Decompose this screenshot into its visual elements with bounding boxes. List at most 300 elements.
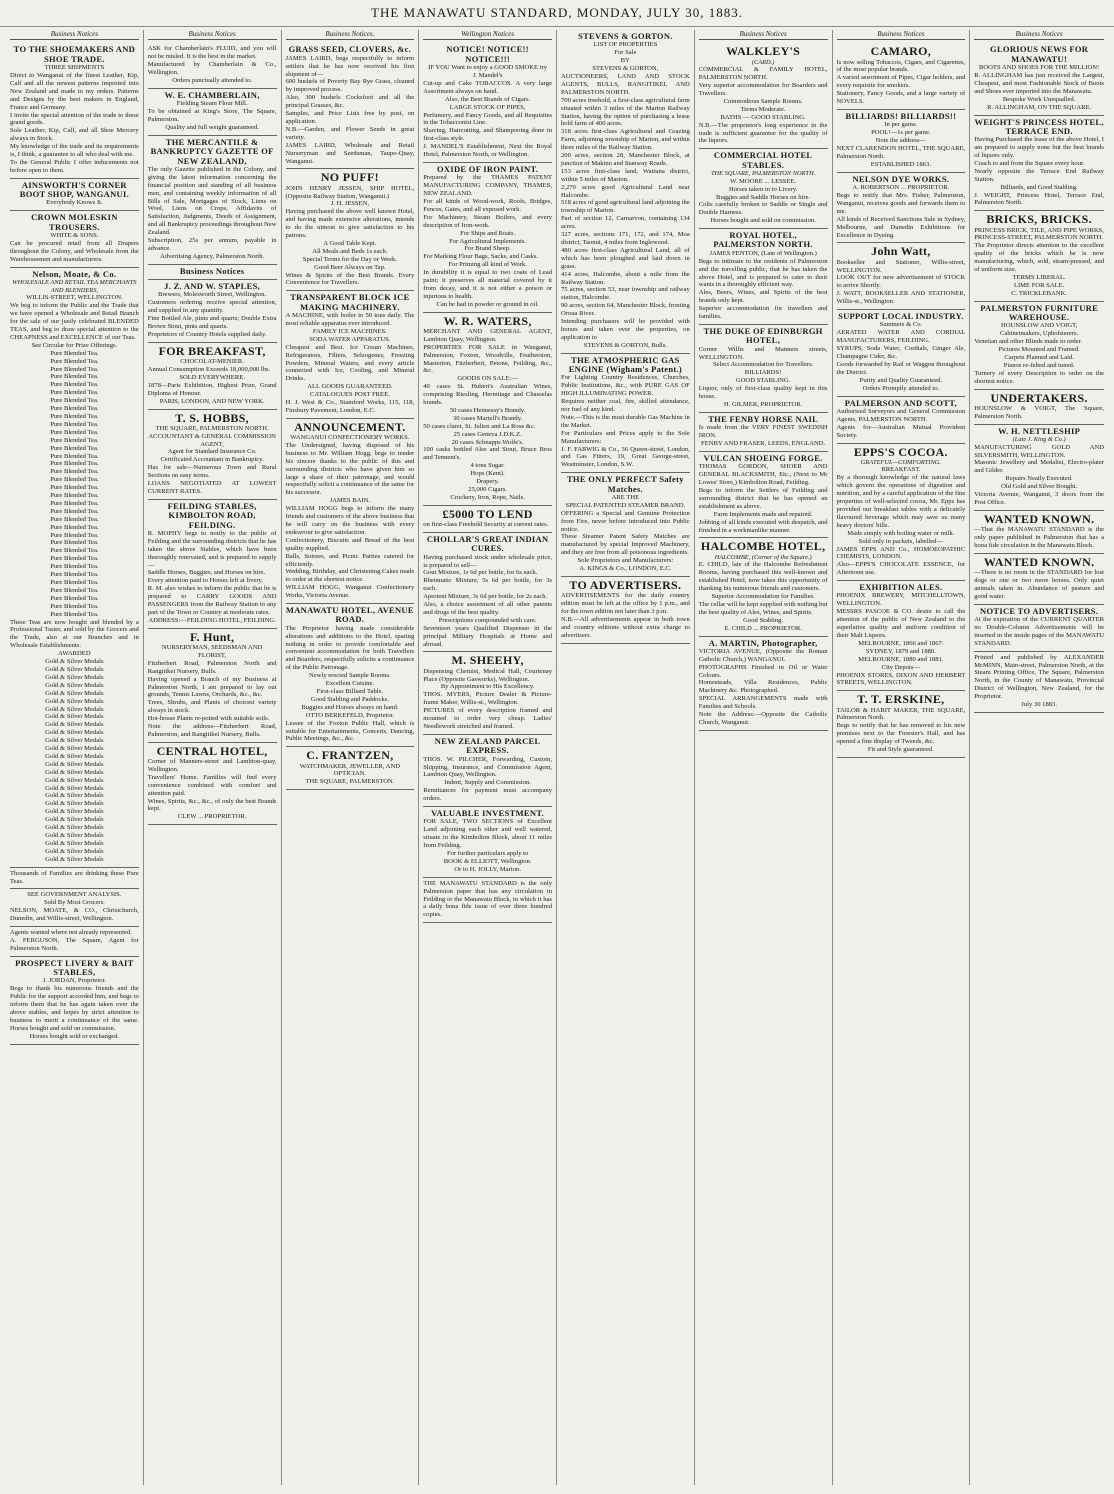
ad-text: Superior Accommodation for Families. bbox=[711, 592, 815, 600]
ad-heading: WANTED KNOWN. bbox=[983, 554, 1095, 569]
ad-text: STEVENS & GORTON, Bulls. bbox=[583, 341, 667, 349]
ad-text: SOLD EVERYWHERE. bbox=[179, 373, 245, 381]
ad-text: Gold & Silver Medals bbox=[45, 689, 104, 697]
ad-text: 414 acres, Halcombe, about a mile from the Railway Station. bbox=[561, 270, 690, 286]
ad-text: JOHN HENRY JESSEN, SHIP HOTEL, (Opposite Railway Station, Wanganui.) bbox=[285, 184, 415, 200]
ad-text: BILLIARDS! bbox=[744, 369, 782, 377]
ad-text: Venetian and other Blinds made to order. bbox=[974, 338, 1083, 346]
ad-heading: MANAWATU HOTEL, AVENUE ROAD. bbox=[285, 605, 414, 625]
ad-text: Newly erected Sample Rooms. bbox=[309, 672, 391, 680]
advertisement bbox=[699, 229, 828, 325]
ad-text: Buggies and Horses always on hand. bbox=[301, 703, 399, 711]
advertisement bbox=[10, 43, 139, 178]
advertisement bbox=[10, 957, 139, 1045]
ad-text: For Sale bbox=[614, 49, 637, 57]
ad-text: Requires neither coal, fire, skilled attendance, nor fuel of any kind. bbox=[561, 398, 690, 413]
ad-text: Fitzherbert Road, Palmerston North and Rangitikei Nursery, Bulls. bbox=[147, 659, 277, 675]
ad-text: Pure Blended Tea. bbox=[50, 499, 99, 507]
ad-text: For Marking Flour Bags, Sacks, and Casks. bbox=[423, 253, 539, 261]
ad-text: Begs to intimate to the residents of Palmerston and the travelling public, that he has taken the above Hotel, and is prepared to cater to their wants in a thoroughly efficient way. bbox=[698, 257, 828, 289]
column-7 bbox=[833, 30, 971, 1485]
ad-text: Agent for Standard Insurance Co. bbox=[167, 448, 257, 456]
ad-text: Drapery. bbox=[476, 478, 500, 486]
ad-text: Gold & Silver Medals bbox=[45, 658, 104, 666]
ad-text: J. Mandel's bbox=[472, 71, 503, 79]
ad-text: For Brand Sheep. bbox=[464, 245, 511, 253]
ad-text: N.B.—All advertisements appear in both town and country editions without extra charge to advertisers. bbox=[561, 615, 690, 639]
ad-text: Gold & Silver Medals bbox=[45, 752, 104, 760]
ad-text: J. WEIGHT, Princess Hotel, Terrace End, Palmerston North. bbox=[974, 191, 1104, 207]
advertisement bbox=[974, 302, 1104, 390]
ad-text: Corner of Manners-street and Lambton-quay, Wellington. bbox=[147, 758, 277, 773]
ad-text: Coach to and from the Square every hour. bbox=[974, 159, 1085, 167]
ad-text: My knowledge of the trade and its requirements is, I think, a guarantee to all who deal with me. bbox=[10, 143, 139, 159]
ad-text: Pure Blended Tea. bbox=[50, 412, 99, 420]
masthead: THE MANAWATU STANDARD, MONDAY, JULY 30, 1883. bbox=[0, 0, 1114, 27]
advertisement bbox=[423, 506, 552, 533]
ad-text: For Priming all kind of Work. bbox=[448, 261, 527, 269]
ad-text: BATHS — GOOD STABLING. bbox=[720, 113, 806, 121]
ad-text: Gold & Silver Medals bbox=[45, 713, 104, 721]
ad-text: Note.—This is the most durable Gas Machine in the Market. bbox=[561, 413, 690, 429]
ad-text: Bespoke Work Unequalled. bbox=[1002, 95, 1076, 103]
ad-heading: £5000 TO LEND bbox=[442, 506, 533, 521]
ad-heading: J. Z. AND W. STAPLES, bbox=[164, 281, 261, 292]
ad-text: Customers ordering receive special attention, and supplied in any quantity. bbox=[147, 299, 277, 315]
ad-text: Also—EPPS'S CHOCOLATE ESSENCE, for Afternoon use. bbox=[836, 561, 966, 577]
ad-text: Thousands of Families are drinking these Pure Teas. bbox=[10, 869, 139, 885]
column-header: Business Notices bbox=[699, 30, 828, 40]
ad-text: JAMES BAIN. bbox=[329, 497, 371, 505]
ad-text: Having purchased stock under wholesale price, is prepared to sell— bbox=[423, 553, 552, 569]
ad-text: 318 acres first-class Agricultural and Grazing Farm, adjoining township of Marton, and within three miles of the Railway Station. bbox=[561, 128, 690, 152]
ad-text: For Lighting Country Residences, Churches, Public Institutions, &c., with PURE GAS OF HIGH ILLUMINATING POWER. bbox=[561, 374, 690, 398]
ad-text: Pure Blended Tea. bbox=[50, 373, 99, 381]
ad-text: Good Stabling. bbox=[743, 616, 784, 624]
ad-text: Old Gold and Silver Bought. bbox=[1001, 483, 1078, 491]
ad-text: Agents wanted where not already represented. bbox=[10, 929, 132, 937]
ad-text: Shaving, Haircutting, and Shampooing done in first-class style. bbox=[423, 127, 552, 143]
ad-text: Gold & Silver Medals bbox=[45, 847, 104, 855]
ad-text: To be obtained at King's Store, The Square, Palmerston. bbox=[147, 108, 277, 124]
ad-text: H. J. West & Co., Stamford Works, 115, 118, Finsbury Pavement, London, E.C. bbox=[285, 399, 415, 414]
ad-text: Every attention paid to Horses left at livery. bbox=[147, 577, 264, 585]
ad-text: 153 acres first-class land, Waituna district, within 5 miles of Marton. bbox=[561, 167, 690, 183]
column-header: Business Notices bbox=[974, 30, 1104, 40]
ad-text: Gold & Silver Medals bbox=[45, 760, 104, 768]
advertisement bbox=[837, 110, 966, 173]
advertisement bbox=[699, 413, 828, 452]
ad-text: Pure Blended Tea. bbox=[50, 444, 99, 452]
advertisement bbox=[423, 652, 552, 734]
ad-text: Sole Proprietors and Manufacturers: bbox=[577, 557, 674, 565]
ad-text: I invite the special attention of the trade to these grand goods. bbox=[10, 111, 139, 127]
ad-heading: THE MERCANTILE & BANKRUPTCY GAZETTE OF NEW ZEALAND, bbox=[150, 136, 274, 166]
ad-heading: HALCOMBE HOTEL, bbox=[700, 539, 826, 554]
columns-container bbox=[6, 30, 1108, 1485]
advertisement bbox=[699, 325, 828, 413]
ad-text: LOANS NEGOTIATED AT LOWEST CURRENT RATES. bbox=[147, 480, 277, 495]
ad-text: Perfumery, and Fancy Goods, and all Requisites in the Tobacconist Line. bbox=[423, 111, 552, 127]
ad-text: Turnery of every Description to order on the shortest notice. bbox=[974, 369, 1104, 385]
column-header: Business Notices bbox=[148, 30, 277, 40]
advertisement bbox=[148, 43, 277, 89]
ad-text: ALL GOODS GUARANTEED. bbox=[307, 383, 393, 391]
ad-text: Quality and full weight guaranteed. bbox=[165, 123, 259, 131]
ad-heading: ANNOUNCEMENT. bbox=[294, 419, 406, 434]
ad-text: A MACHINE, with boiler to 50 tons daily. The most reliable apparatus ever introduced. bbox=[285, 312, 415, 327]
ad-heading: John Watt, bbox=[871, 244, 931, 259]
ad-text: THE SQUARE, PALMERSTON NORTH. bbox=[155, 424, 269, 432]
ad-text: FENBY AND FRASER, LEEDS, ENGLAND. bbox=[701, 440, 826, 448]
ad-text: Pure Blended Tea. bbox=[50, 547, 99, 555]
ad-text: Also, a choice assortment of all other patents and drugs of the best quality. bbox=[423, 601, 552, 616]
ad-text: Dispensing Chemist, Medical Hall, Courtenay Place (Opposite Gasworks), Wellington. bbox=[423, 667, 552, 683]
ad-text: Pure Blended Tea. bbox=[50, 531, 99, 539]
ad-heading: PROSPECT LIVERY & BAIT STABLES, bbox=[15, 957, 134, 978]
ad-heading: COMMERCIAL HOTEL STABLES. bbox=[713, 150, 813, 170]
ad-text: Billiards, and Good Stabling. bbox=[1000, 183, 1078, 191]
ad-heading: VALUABLE INVESTMENT. bbox=[431, 808, 545, 819]
ad-text: Gold & Silver Medals bbox=[45, 808, 104, 816]
ad-text: PARIS, LONDON, AND NEW YORK. bbox=[159, 397, 265, 405]
ad-text: A. ROBERTSON ... PROPRIETOR. bbox=[852, 184, 950, 192]
ad-text: WATCHMAKER, JEWELLER, AND OPTICIAN. bbox=[299, 762, 401, 778]
ad-heading: AINSWORTH'S CORNER BOOT SHOP, WANGANUI. bbox=[19, 179, 130, 200]
advertisement bbox=[837, 243, 966, 310]
ad-text: Excellent Cuisine. bbox=[325, 680, 375, 688]
ad-text: Part of section 12, Carnarvon, containing 134 acres. bbox=[561, 215, 690, 231]
ad-text: First-class Billiard Table. bbox=[316, 688, 384, 696]
ad-text: The Proprietor directs attention to the excellent quality of the bricks which he is now manufacturing, which, sold, steam-pressed, and of uniform size. bbox=[974, 242, 1104, 274]
ad-text: Lessee of the Foxton Public Hall, which is suitable for Entertainments, Concerts, Dancing, Public Meetings, &c., &c. bbox=[285, 719, 415, 743]
ad-text: CLEW ... PROPRIETOR. bbox=[177, 813, 247, 821]
ad-text: Sold By Most Grocers. bbox=[43, 899, 105, 907]
ad-text: For all kinds of Wood-work, Roofs, Bridges, Fences, Gates, and all exposed work. bbox=[423, 198, 552, 213]
ad-heading: TRANSPARENT BLOCK ICE MAKING MACHINERY. bbox=[290, 292, 410, 312]
advertisement bbox=[837, 173, 966, 244]
advertisement bbox=[286, 747, 415, 790]
ad-text: July 30 1883. bbox=[1021, 701, 1057, 709]
ad-text: SPECIAL PATENTED STEAMER BRAND. bbox=[565, 501, 686, 509]
advertisement bbox=[974, 425, 1104, 511]
ad-text: Gold & Silver Medals bbox=[45, 737, 104, 745]
ad-text: Commodious Sample Rooms. bbox=[723, 97, 803, 105]
ad-text: The cellar will be kept supplied with nothing but the best quality of Ales, Wines, and Spirits. bbox=[698, 600, 828, 616]
advertisement bbox=[10, 927, 139, 957]
advertisement bbox=[837, 444, 966, 582]
ad-text: HOUNSLOW & VOIGT, The Square, Palmerston North. bbox=[974, 404, 1104, 420]
ad-text: Special Terms for the Day or Week. bbox=[302, 255, 397, 263]
ad-text: For Particulars and Prices apply to the Sole Manufacturers: bbox=[561, 429, 690, 445]
ad-text: Superior accommodation for travellers and families. bbox=[698, 305, 828, 321]
ad-text: Nearly opposite the Terrace End Railway Station. bbox=[974, 167, 1104, 183]
ad-text: OFFERING a Special and Genuine Protection from Fire, never before introduced into Public notice. bbox=[561, 509, 690, 533]
ad-text: By Appointment to His Excellency. bbox=[440, 683, 535, 691]
ad-heading: M. SHEEHY, bbox=[451, 653, 524, 668]
ad-text: 75 acres, section 53, near township and railway station, Halcombe. bbox=[561, 286, 690, 302]
ad-text: 1878—Paris Exhibition, Highest Prize, Grand Diploma of Honour. bbox=[147, 381, 277, 397]
advertisement bbox=[286, 419, 415, 604]
ad-subheading: HALCOMBE, (Corner of the Square.) bbox=[714, 553, 812, 561]
advertisement bbox=[286, 169, 415, 291]
ad-text: Proprietors of Country Hotels supplied daily. bbox=[147, 331, 267, 339]
ad-text: Pure Blended Tea. bbox=[50, 349, 99, 357]
ad-subheading: (Late J. King & Co.) bbox=[1012, 435, 1066, 443]
ad-text: PICTURES of every description framed and mounted to order very cheap. Ladies' Needlework stretched and framed. bbox=[423, 707, 552, 731]
ad-text: Also, 300 bushels Cocksfoot and all the principal Grasses, &c. bbox=[285, 94, 415, 110]
advertisement bbox=[837, 310, 966, 397]
ad-text: Gold & Silver Medals bbox=[45, 673, 104, 681]
column-header: Business Notices. bbox=[286, 30, 415, 40]
ad-text: CHOCOLAT-MENIER. bbox=[180, 358, 244, 366]
ad-text: Gold & Silver Medals bbox=[45, 776, 104, 784]
ad-text: We beg to inform the Public and the Trade that we have opened a Wholesale and Retail Branch for the sale of our justly celebrated BLENDED TEAS, and beg to draw special attention to the CHEAPNESS and EXCELLENCE of our Teas. bbox=[10, 302, 139, 341]
ad-text: A. KINGS & Co., LONDON, E.C. bbox=[579, 565, 672, 573]
ad-text: Select Accommodation for Travellers. bbox=[712, 361, 814, 369]
ad-text: PRINCESS BRICK, TILE, AND PIPE WORKS, PRINCESS-STREET, PALMERSTON NORTH. bbox=[974, 226, 1104, 242]
ad-text: The Proprietor having made considerable alterations and additions to the Hotel, sparing nothing in order to provide comfortable and convenient accommodation for both Travellers and Boarders, respectfully solicits a continuance of the Public Patronage. bbox=[285, 624, 415, 672]
ad-text: Manufactured by Chamberlain & Co., Wellington. bbox=[147, 61, 277, 77]
advertisement bbox=[561, 30, 690, 354]
advertisement bbox=[974, 390, 1104, 425]
ad-text: R. MOPHY begs to notify to the public of Feilding and the surrounding districts that he has taken the above Stables, which have been thoroughly renovated, and is prepared to supply— bbox=[147, 529, 277, 569]
ad-text: Confectionery, Biscuits and Bread of the best quality supplied. bbox=[285, 536, 415, 552]
ad-text: Masonic Jewellery and Medalist, Electro-plater and Gilder. bbox=[974, 459, 1104, 475]
ad-text: Cut-up and Cake TOBACCOS. A very large Assortment always on hand. bbox=[423, 79, 552, 95]
ad-text: WHITE & SONS. bbox=[50, 232, 99, 240]
ad-text: Gold & Silver Medals bbox=[45, 745, 104, 753]
ad-text: Authorised Surveyors and General Commission Agents, PALMERSTON NORTH. bbox=[836, 407, 966, 423]
ad-text: Note the address— bbox=[875, 137, 927, 145]
ad-heading: PALMERSTON FURNITURE WAREHOUSE. bbox=[980, 302, 1099, 323]
ad-heading: A. MARTIN, Photographer, bbox=[708, 637, 818, 648]
ad-text: COMMERCIAL & FAMILY HOTEL, PALMERSTON NORTH. bbox=[698, 66, 828, 82]
ad-text: FAMILY ICE MACHINES. bbox=[312, 327, 387, 335]
ad-text: Liquor, only of first-class quality kept in this house. bbox=[698, 385, 828, 401]
ad-text: 40 cases St. Hubert's Australian Wines, comprising Riesling, Hermitage and Chasselas brands. bbox=[423, 383, 552, 407]
ad-text: Good Beer Always on Tap. bbox=[314, 263, 386, 271]
ad-text: GOOD STABLING. bbox=[735, 377, 791, 385]
ad-text: Intending purchasers will be provided with horses and taken over the properties, on application to bbox=[561, 318, 690, 341]
advertisement bbox=[974, 652, 1104, 713]
ad-text: Buggies and Saddle Horses on hire. bbox=[716, 193, 811, 201]
ad-text: LARGE STOCK OF PIPES, bbox=[449, 103, 526, 111]
ad-heading: W. H. NETTLESHIP bbox=[998, 425, 1081, 436]
ad-heading: NEW ZEALAND PARCEL EXPRESS. bbox=[434, 735, 541, 756]
ad-text: Also, the Best Brands of Cigars. bbox=[445, 95, 531, 103]
ad-text: Gold & Silver Medals bbox=[45, 839, 104, 847]
ad-text: POOL!—1s per game. bbox=[871, 129, 931, 137]
ad-heading: WANTED KNOWN. bbox=[983, 511, 1095, 526]
advertisement bbox=[286, 604, 415, 747]
ad-text: LIME FOR SALE. bbox=[1013, 281, 1065, 289]
ad-text: 700 acres freehold, a first-class agricultural farm situated within 3 miles of the Marton Railway Station, having the option of purchasing a lease hold farm of 400 acres. bbox=[561, 96, 690, 128]
ad-text: Gold & Silver Medals bbox=[45, 665, 104, 673]
ad-text: Pure Blended Tea. bbox=[50, 381, 99, 389]
ad-text: 90 acres, section 64, Manchester Block, fronting Oroua River. bbox=[561, 302, 690, 318]
ad-text: JAMES LAIRD, begs respectfully to inform settlers that he has now received his first shipment of— bbox=[285, 54, 415, 78]
ad-text: J. F. FARWIG & Co., 36 Queen-street, London, and Gas Fitters, 19, Great George-street, Westminster, London, S.W. bbox=[561, 445, 690, 469]
ad-text: Indent, Supply and Commission. bbox=[444, 779, 531, 787]
ad-text: Orders Promptly attended to. bbox=[862, 384, 940, 392]
ad-text: CATALOGUES POST FREE. bbox=[309, 391, 390, 399]
ad-heading: UNDERTAKERS. bbox=[990, 390, 1088, 405]
ad-heading: CROWN MOLESKIN TROUSERS. bbox=[31, 212, 118, 232]
ad-heading: Business Notices bbox=[179, 265, 245, 276]
advertisement bbox=[423, 878, 552, 924]
advertisement bbox=[837, 397, 966, 444]
ad-text: Wines & Spirits of the Best Brands. Every Convenience for Travellers. bbox=[285, 271, 415, 287]
ad-text: In durability it is equal to two coats of Lead paint; it preserves all material covered by it from decay, and it is not either a poison or injurious to health. bbox=[423, 269, 552, 300]
ad-text: Advertising Agency, Palmerston North. bbox=[160, 252, 265, 260]
ad-text: 2,279 acres good Agricultural Land near Halcombe. bbox=[561, 183, 690, 199]
ad-text: SYDNEY, 1879 and 1880. bbox=[865, 647, 936, 655]
ad-heading: C. FRANTZEN, bbox=[306, 748, 394, 763]
ad-text: E. CHILD ... PROPRIETOR. bbox=[724, 624, 802, 632]
ad-text: A. FERGUSON, The Square, Agent for Palmerston North. bbox=[10, 936, 139, 952]
ad-text: 50 cases claret, St. Julien and La Rose &c. bbox=[423, 422, 536, 430]
advertisement bbox=[148, 343, 277, 410]
ad-text: GOODS ON SALE:— bbox=[457, 375, 518, 383]
ad-text: Horses bought sold or exchanged. bbox=[29, 1032, 120, 1040]
ad-text: Pure Blended Tea. bbox=[50, 357, 99, 365]
advertisement bbox=[974, 511, 1104, 554]
ad-text: TAILOR & HABIT MAKER, THE SQUARE, Palmerston North. bbox=[836, 706, 966, 722]
ad-text: Pure Blended Tea. bbox=[50, 555, 99, 563]
ad-subheading: (CARD.) bbox=[751, 58, 775, 66]
ad-text: Having opened a Branch of my Business at Palmerston North, I am prepared to lay out grounds, Tennis Lawns, Orchards, &c., &c. bbox=[147, 675, 277, 699]
ad-text: Made simply with boiling water or milk. bbox=[847, 529, 955, 537]
ad-text: AERATED WATER AND CORDIAL MANUFACTURERS, FEILDING. bbox=[836, 329, 966, 345]
ad-text: Ales, Beers, Wines, and Spirits of the best brands only kept. bbox=[698, 289, 828, 305]
advertisement bbox=[699, 452, 828, 539]
advertisement bbox=[423, 533, 552, 653]
ad-text: Fine Bottled Ale, pints and quarts; Double Extra Brown Stout, pints and quarts. bbox=[147, 315, 277, 331]
ad-text: 480 acres first-class Agricultural Land, all of which has been ploughed and laid down in grass. bbox=[561, 246, 690, 270]
ad-heading: THE DUKE OF EDINBURGH HOTEL, bbox=[703, 325, 823, 346]
ad-text: Gold & Silver Medals bbox=[45, 824, 104, 832]
ad-text: Homesteads, Villa Residences, Public Machinery &c. Photographed. bbox=[698, 679, 828, 695]
ad-text: 100 casks bottled Ales and Stout, Bruce Bros and Tennent's. bbox=[423, 446, 552, 462]
ad-text: JAMES FENTON, (Late of Wellington.) bbox=[709, 249, 817, 257]
ad-heading: W. E. CHAMBERLAIN, bbox=[164, 89, 260, 100]
ad-text: Can be procured retail from all Drapers throughout the Colony, and Wholesale from the Warehousemen and manufacturers. bbox=[10, 239, 139, 263]
ad-text: R. ALLINGHAM has just received the Largest, Cheapest, and most Fashionable Stock of Boots and Shoes ever imported into the Manawatu. bbox=[974, 71, 1104, 95]
ad-text: Pure Blended Tea. bbox=[50, 492, 99, 500]
advertisement bbox=[148, 265, 277, 280]
ad-heading: W. R. WATERS, bbox=[443, 313, 532, 328]
ad-text: Remittances for payment must accompany orders. bbox=[423, 787, 552, 803]
ad-text: Gold & Silver Medals bbox=[45, 768, 104, 776]
ad-text: Gold & Silver Medals bbox=[45, 832, 104, 840]
advertisement bbox=[699, 538, 828, 636]
ad-text: Hot-house Plants re-potted with suitable soils. bbox=[147, 715, 270, 723]
ad-text: Saddle Horses, Buggies, and Horses on hire. bbox=[147, 569, 266, 577]
ad-text: Prepared by the THAMES PATENT MANUFACTURING COMPANY, THAMES, NEW ZEALAND. bbox=[423, 174, 552, 198]
advertisement bbox=[423, 43, 552, 163]
ad-heading: THE ONLY PERFECT Safety Matches. bbox=[566, 474, 684, 494]
ad-heading: BILLIARDS! BILLIARDS!! bbox=[845, 111, 957, 122]
ad-text: IF YOU Want to enjoy a GOOD SMOKE try bbox=[428, 64, 548, 72]
advertisement bbox=[423, 313, 552, 506]
ad-text: Very superior accommodation for Boarders and Travellers. bbox=[698, 82, 828, 97]
ad-text: Pure Blended Tea. bbox=[50, 586, 99, 594]
ad-text: Pure Blended Tea. bbox=[50, 602, 99, 610]
ad-heading: CAMARO, bbox=[870, 44, 932, 59]
ad-text: These Steamer Patent Safety Matches are manufactured by special Improved Machinery, and they are free from all poisonous ingredients. bbox=[561, 533, 690, 557]
ad-text: Cabinetmakers, Upholsterers. bbox=[1000, 330, 1079, 338]
ad-text: The Undersigned, having disposed of his business to Mr. William Hogg, begs to tender his sincere thanks to the public of this and surrounding districts who have given him so large a share of their patronage, and would respectfully solicit a continuance of the same for his successor. bbox=[285, 441, 415, 497]
ad-heading: OXIDE OF IRON PAINT. bbox=[437, 163, 539, 174]
ad-text: Gold & Silver Medals bbox=[45, 721, 104, 729]
ad-text: Wines, Spirits, &c., &c., of only the best Brands kept. bbox=[147, 797, 277, 813]
ad-text: Agents for—Australian Mutual Provident Society. bbox=[836, 423, 966, 439]
ad-text: Subscription, 25s per annum, payable in advance. bbox=[147, 237, 277, 252]
ad-text: R. ALLINGHAM, ON THE SQUARE. bbox=[987, 103, 1092, 111]
ad-text: ADDRESS:—FEILDING HOTEL, FEILDING. bbox=[148, 616, 276, 624]
ad-text: Pure Blended Tea. bbox=[50, 507, 99, 515]
ad-heading: NO PUFF! bbox=[320, 170, 379, 185]
ad-text: Trees, Shrubs, and Plants of choicest variety always in stock. bbox=[147, 699, 277, 715]
ad-text: Goods forwarded by Rail or Waggon throughout the District. bbox=[836, 360, 966, 376]
ad-heading: NOTICE! NOTICE!! NOTICE!!! bbox=[446, 44, 529, 64]
ad-text: Purity and Quality Guaranteed. bbox=[859, 376, 943, 384]
ad-text: 30 cases Martell's Brandy. bbox=[453, 414, 523, 422]
ad-text: Pure Blended Tea. bbox=[50, 452, 99, 460]
ad-text: Samples, and Price Lists free by post, on application. bbox=[285, 110, 415, 125]
advertisement bbox=[148, 280, 277, 343]
advertisement bbox=[974, 116, 1104, 212]
ad-text: Balls, Soirees, and Picnic Parties catered for efficiently. bbox=[285, 552, 415, 568]
ad-text: THE MANAWATU STANDARD is the only Palmerston paper that has any circulation in Feilding or the Manawatu Block, in which it has a daily bona fide issue of over three hundred copies. bbox=[423, 879, 552, 919]
advertisement bbox=[699, 43, 828, 149]
advertisement bbox=[837, 691, 966, 758]
advertisement bbox=[974, 605, 1104, 652]
ad-text: LIST OF PROPERTIES bbox=[593, 41, 658, 49]
ad-text: Terms Moderate. bbox=[740, 105, 786, 113]
ad-text: For Ships and Boats. bbox=[460, 229, 516, 237]
ad-text: For further particulars apply to bbox=[446, 850, 529, 858]
ad-heading: WALKLEY'S bbox=[726, 44, 801, 59]
ad-text: Horses taken in to Livery. bbox=[729, 185, 798, 193]
ad-text: Annual Consumption Exceeds 18,000,000 lbs. bbox=[147, 366, 271, 374]
ad-heading: WEIGHT'S PRINCESS HOTEL, TERRACE END. bbox=[974, 116, 1104, 136]
ad-text: 327 acres, sections 171, 172, and 174, Moa district, Taonui, 4 miles from Inglewood. bbox=[561, 231, 690, 246]
advertisement bbox=[423, 735, 552, 807]
ad-text: Having purchased the above well known Hotel, and having made extensive alterations, intends to do the utmost to give satisfaction to his patrons. bbox=[285, 208, 415, 240]
ad-text: WILLIAM HOGG begs to inform the many friends and customers of the above business that he will carry on the business with every endeavour to give satisfaction. bbox=[285, 505, 415, 536]
ad-text: PHOENIX STORES, DIXON AND HERBERT STREETS, WELLINGTON. bbox=[836, 671, 966, 687]
ad-text: 20 cases Schnapps Wolfe's. bbox=[451, 438, 524, 446]
ad-text: Stationery, Fancy Goods, and a large variety of NOVELS. bbox=[836, 90, 966, 106]
ad-text: Begs to notify that Mrs. Fisher, Palmerston, Wanganui, receives goods and forwards them to me. bbox=[836, 192, 966, 215]
ad-heading: CHOLLAR'S GREAT INDIAN CURES. bbox=[426, 533, 549, 554]
ad-text: In per game. bbox=[884, 121, 918, 129]
ad-text: A varied assortment of Pipes, Cigar holders, and every requisite for smokers. bbox=[836, 74, 966, 90]
ad-text: Pure Blended Tea. bbox=[50, 460, 99, 468]
ad-text: TERMS LIBERAL. bbox=[1012, 273, 1066, 281]
column-2 bbox=[144, 30, 282, 1485]
advertisement bbox=[10, 889, 139, 927]
ad-text: BREAKFAST. bbox=[881, 466, 921, 474]
ad-text: At the expiration of the CURRENT QUARTER no Double-Column Advertisements will be inserted in the inside pages of the MANAWATU STANDARD. bbox=[974, 615, 1104, 647]
ad-text: Bookseller and Stationer, Willis-street, WELLINGTON. bbox=[836, 258, 966, 274]
ad-heading: NELSON DYE WORKS. bbox=[852, 173, 950, 184]
ad-subheading: WHOLESALE AND RETAIL TEA MERCHANTS AND BLENDERS, bbox=[12, 279, 137, 294]
ad-text: See Circular for Prize Offerings. bbox=[31, 341, 118, 349]
column-8 bbox=[970, 30, 1108, 1485]
